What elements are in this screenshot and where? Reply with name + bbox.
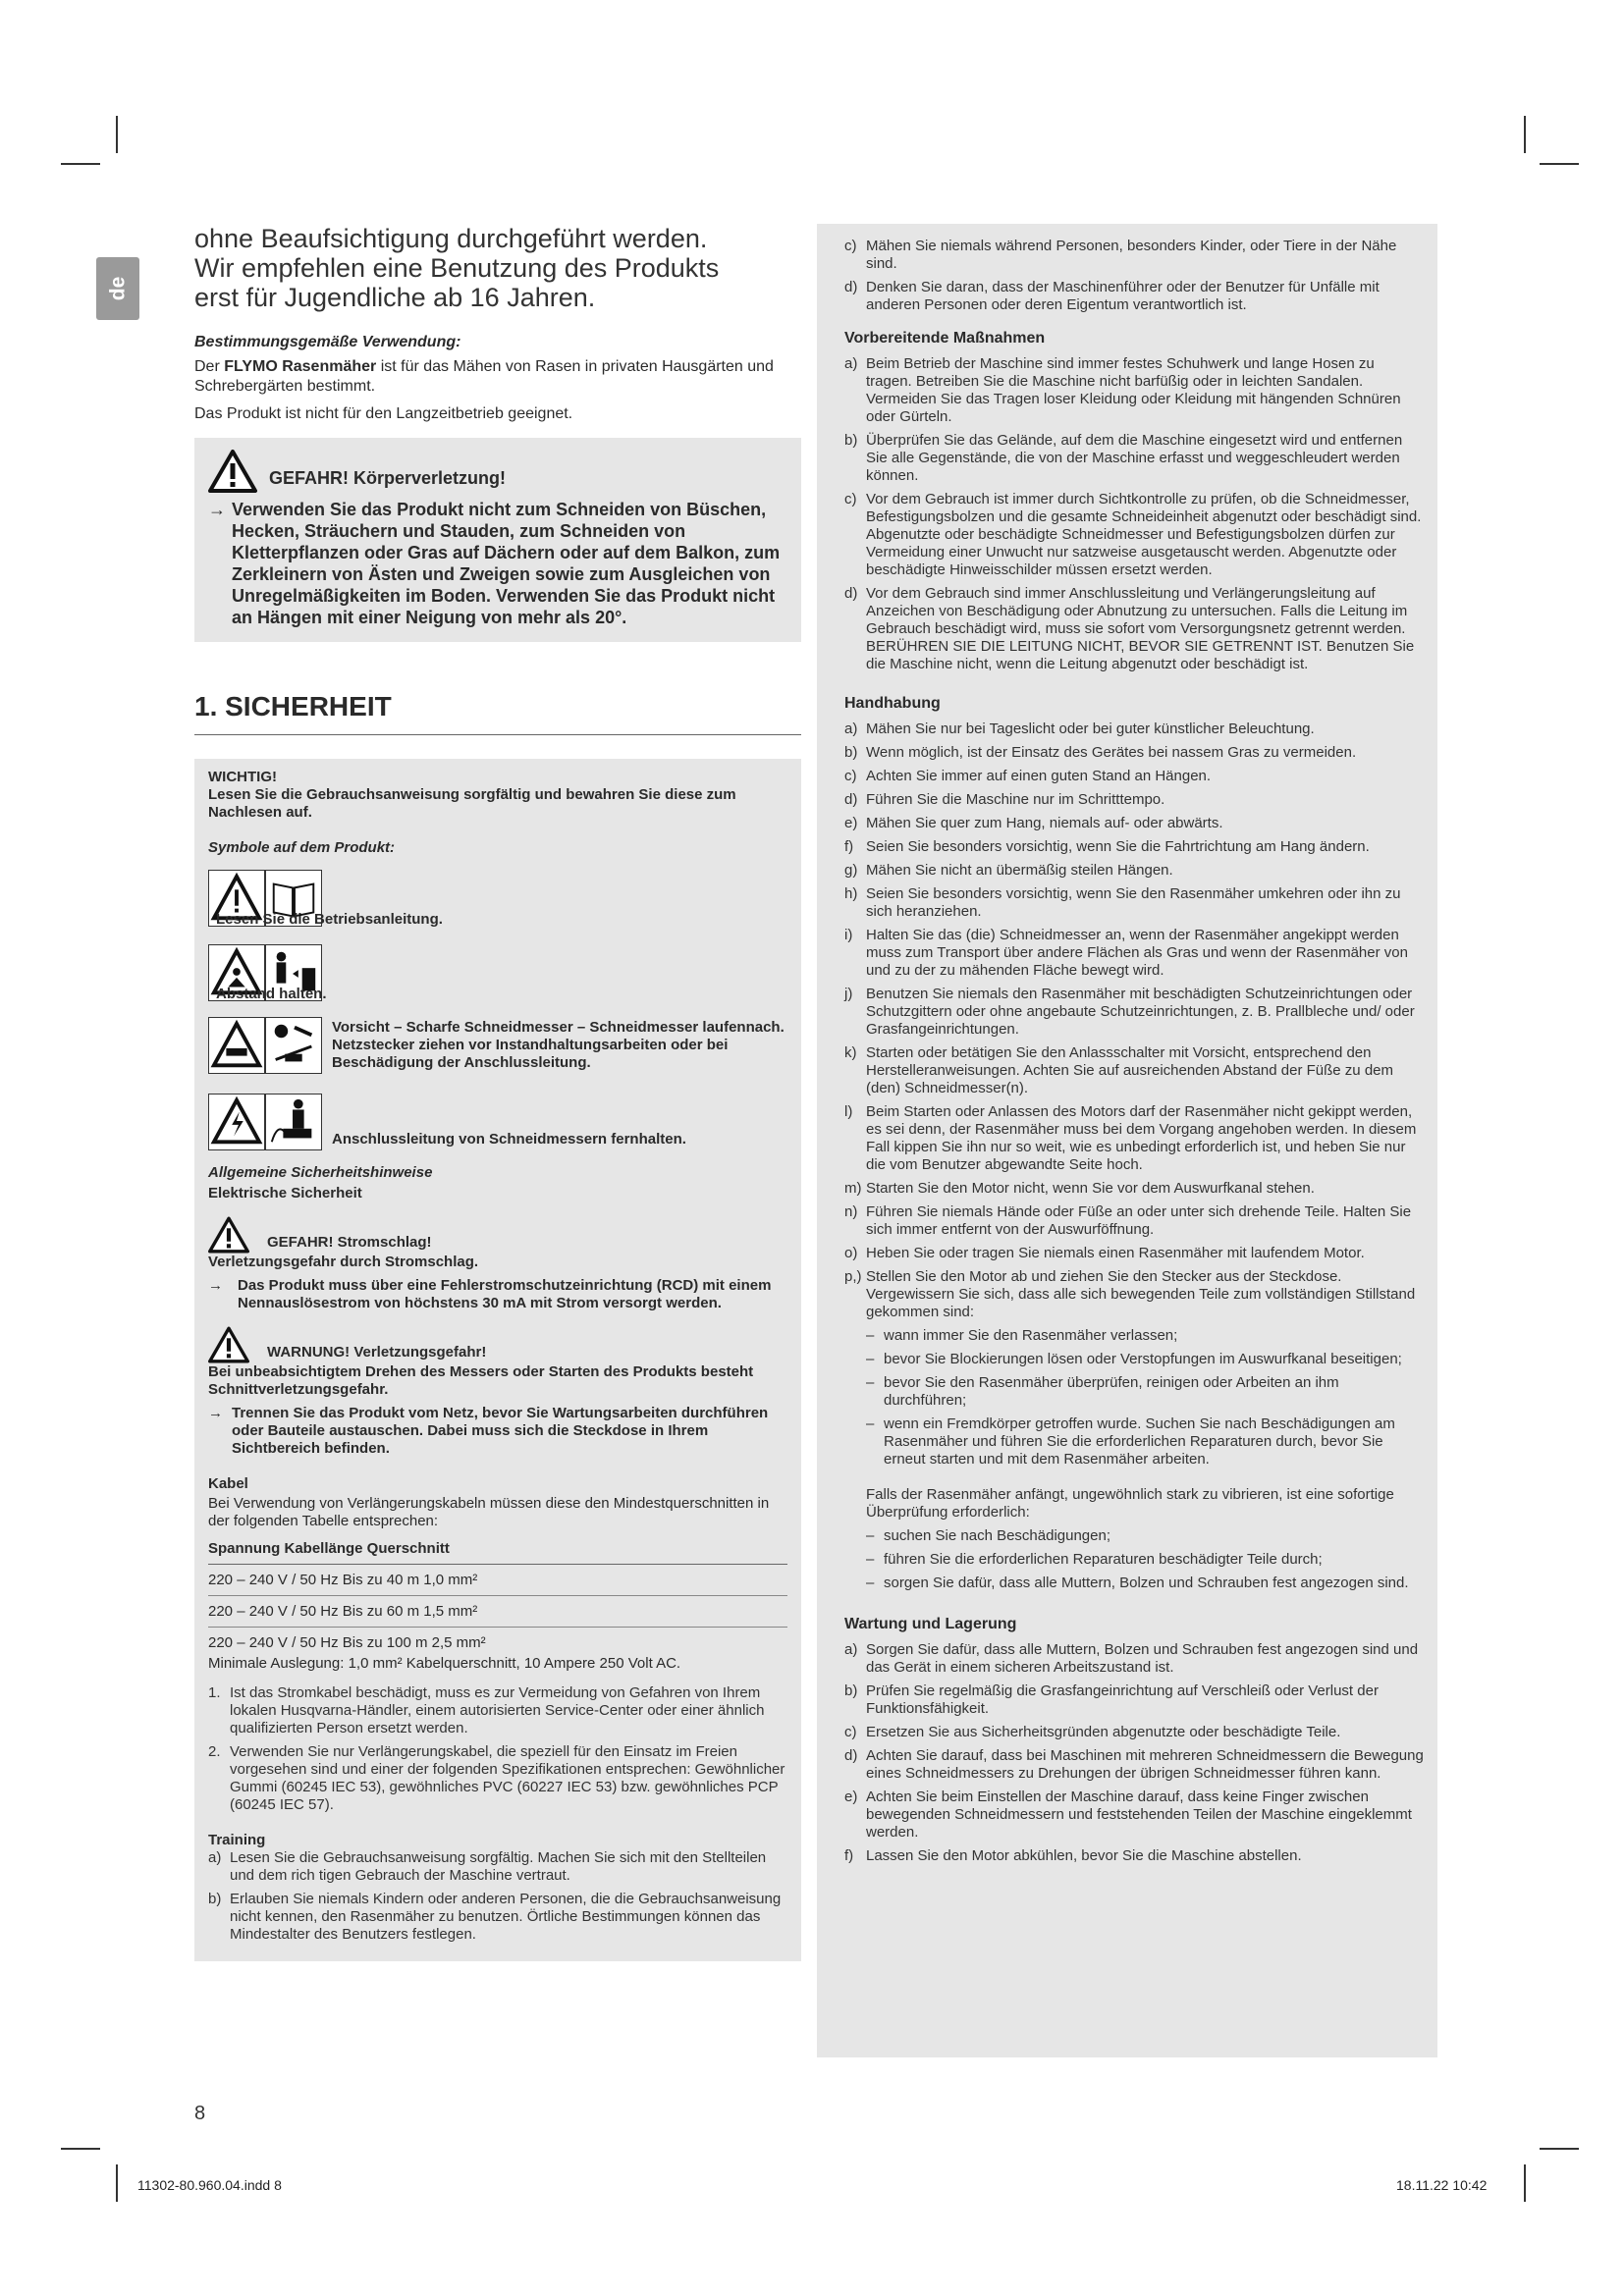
dash-marker: – [866, 1374, 875, 1391]
slug-date: 18.11.22 10:42 [1396, 2177, 1488, 2193]
cable-table [208, 1564, 787, 1653]
list-marker: k) [844, 1044, 857, 1061]
crop-mark [61, 163, 100, 165]
list-marker: l) [844, 1103, 853, 1120]
shock-sub: Verletzungsgefahr durch Stromschlag. [208, 1254, 479, 1270]
list-text: Ersetzen Sie aus Sicherheitsgründen abgenutzte oder beschädigte Teile. [866, 1724, 1341, 1740]
symbol-sharp-blades [208, 1015, 787, 1076]
list-text: Seien Sie besonders vorsichtig, wenn Sie den Rasenmäher umkehren oder ihn zu sich heranziehen. [866, 885, 1401, 920]
intro-line: erst für Jugendliche ab 16 Jahren. [194, 283, 596, 312]
language-tab [96, 257, 139, 320]
list-text: Stellen Sie den Motor ab und ziehen Sie den Stecker aus der Steckdose. Vergewissern Sie sich, dass alle sich bewegenden Teile zum vollständigen Stillstand gekommen sind: [866, 1268, 1416, 1320]
dash-item [866, 1551, 1424, 1569]
blade-unplug-icon [265, 1017, 322, 1074]
injury-text: Trennen Sie das Produkt vom Netz, bevor Sie Wartungsarbeiten durchführen oder Bauteile austauschen. Dabei muss sich die Steckdose in Ihrem Sichtbereich befinden. [232, 1405, 769, 1457]
crop-mark [1524, 2164, 1526, 2202]
training-list [208, 1849, 787, 1944]
list-text: Ist das Stromkabel beschädigt, muss es zur Vermeidung von Gefahren von Ihrem lokalen Husqvarna-Händler, einem autorisierten Service-Center oder einer ähnlich qualifizierten Person ersetzt werden. [230, 1684, 765, 1736]
list-text: Mähen Sie quer zum Hang, niemals auf- oder abwärts. [866, 815, 1223, 831]
list-text: Vor dem Gebrauch ist immer durch Sichtkontrolle zu prüfen, ob die Schneidmesser, Befestigungsbolzen und die gesamte Schneideinheit abgenutzt oder beschädigt sind. Abgenutzte oder beschädigte Schneidmesser und Befestigungsbolzen dürfen zur Vermeidung einer Unwucht nur satzweise ausgetauscht werden. Abgenutzte oder beschädigte Hinweisschilder müssen ersetzt werden. [866, 491, 1422, 578]
prep-list [844, 355, 1424, 673]
list-item [844, 744, 1424, 762]
intro-line: ohne Beaufsichtigung durchgeführt werden. [194, 224, 708, 253]
list-item [208, 1891, 787, 1944]
list-marker: b) [208, 1891, 222, 1907]
list-marker: b) [844, 1682, 858, 1699]
list-text: Beim Starten oder Anlassen des Motors darf der Rasenmäher nicht gekippt werden, es sei denn, der Rasenmäher muss bei dem Vorgang angehoben werden. In diesem Fall kippen Sie ihn nur so weit, wie es unbedingt erforderlich ist, und heben Sie nur die vom Benutzer abgewandte Seite hoch. [866, 1103, 1417, 1173]
list-marker: o) [844, 1245, 858, 1261]
list-marker: a) [844, 721, 858, 737]
dash-item [866, 1415, 1424, 1468]
longterm-note: Das Produkt ist nicht für den Langzeitbetrieb geeignet. [194, 405, 573, 422]
symbol-text: Abstand halten. [216, 986, 327, 1002]
list-marker: e) [844, 815, 858, 831]
list-item [844, 768, 1424, 785]
language-tab-label: de [105, 276, 129, 301]
list-text: Vor dem Gebrauch sind immer Anschlussleitung und Verlängerungsleitung auf Anzeichen von Beschädigung oder Abnutzung zu untersuchen. Falls die Leitung im Gebrauch beschädigt wird, muss sie sofort vom Versorgungsnetz getrennt werden. BERÜHREN SIE DIE LEITUNG NICHT, BEVOR SIE GETRENNT IST. Benutzen Sie die Maschine nicht, wenn die Leitung abgenutzt oder beschädigt ist. [866, 585, 1415, 672]
general-heading: Allgemeine Sicherheitshinweise [208, 1164, 433, 1181]
list-item [844, 986, 1424, 1039]
list-marker: e) [844, 1789, 858, 1805]
right-column [817, 224, 1437, 2057]
handling-p-dashes [844, 1327, 1424, 1468]
list-text: Erlauben Sie niemals Kindern oder anderen Personen, die die Gebrauchsanweisung nicht kennen, den Rasenmäher zu benutzen. Örtliche Bestimmungen können das Mindestalter des Benutzers festlegen. [230, 1891, 782, 1943]
list-item [844, 1724, 1424, 1741]
list-item [844, 279, 1424, 314]
injury-sub: Bei unbeabsichtigtem Drehen des Messers oder Starten des Produkts besteht Schnittverletzungsgefahr. [208, 1363, 754, 1398]
maint-list [844, 1641, 1424, 1865]
list-text: Führen Sie niemals Hände oder Füße an oder unter sich drehende Teile. Halten Sie sich immer entfernt von der Auswurföffnung. [866, 1203, 1412, 1238]
list-text: Wenn möglich, ist der Einsatz des Gerätes bei nassem Gras zu vermeiden. [866, 744, 1357, 761]
dash-item [866, 1575, 1424, 1592]
list-item [844, 885, 1424, 921]
list-marker: g) [844, 862, 858, 879]
list-text: Achten Sie darauf, dass bei Maschinen mit mehreren Schneidmessern die Bewegung eines Schneidmessers zu Drehungen der übrigen Schneidmesser führen kann. [866, 1747, 1424, 1782]
table-row: 220 – 240 V / 50 Hz Bis zu 60 m 1,5 mm² [208, 1596, 787, 1628]
dash-marker: – [866, 1351, 875, 1367]
list-text: Benutzen Sie niemals den Rasenmäher mit beschädigten Schutzeinrichtungen oder Schutzgittern oder ohne angebaute Schutzeinrichtungen, z. B. Prallbleche und/ oder Grasfangeinrichtungen. [866, 986, 1415, 1038]
brand-name: FLYMO Rasenmäher [224, 358, 377, 375]
table-row: 220 – 240 V / 50 Hz Bis zu 100 m 2,5 mm² [208, 1634, 486, 1651]
dash-marker: – [866, 1327, 875, 1344]
dash-item [866, 1527, 1424, 1545]
list-marker: c) [844, 768, 857, 784]
cable-table-header: Spannung Kabellänge Querschnitt [208, 1540, 450, 1557]
list-item [844, 1245, 1424, 1262]
list-text: Lassen Sie den Motor abkühlen, bevor Sie die Maschine abstellen. [866, 1847, 1302, 1864]
list-marker: c) [844, 238, 857, 254]
list-marker: m) [844, 1180, 862, 1197]
crop-mark [1540, 163, 1579, 165]
list-text: Achten Sie beim Einstellen der Maschine darauf, dass keine Finger zwischen bewegenden Schneidmessern und feststehenden Teilen der Maschine eingeklemmt werden. [866, 1789, 1412, 1841]
list-item [844, 1103, 1424, 1174]
left-column [194, 224, 801, 1961]
crop-mark [1540, 2148, 1579, 2150]
symbol-text: Lesen Sie die Betriebsanleitung. [216, 911, 443, 928]
list-item [844, 862, 1424, 880]
dash-text: suchen Sie nach Beschädigungen; [884, 1527, 1111, 1544]
list-text: Mähen Sie niemals während Personen, besonders Kinder, oder Tiere in der Nähe sind. [866, 238, 1397, 272]
dash-text: wann immer Sie den Rasenmäher verlassen; [884, 1327, 1178, 1344]
list-item [844, 815, 1424, 832]
symbol-read-manual [208, 866, 787, 927]
slug-filename: 11302-80.960.04.indd 8 [137, 2177, 282, 2193]
list-marker: 1. [208, 1684, 221, 1701]
dash-text: führen Sie die erforderlichen Reparaturen beschädigter Teile durch; [884, 1551, 1323, 1568]
safety-box [194, 759, 801, 1961]
list-text: Heben Sie oder tragen Sie niemals einen Rasenmäher mit laufendem Motor. [866, 1245, 1365, 1261]
list-text: Seien Sie besonders vorsichtig, wenn Sie die Fahrtrichtung am Hang ändern. [866, 838, 1370, 855]
cable-list [208, 1684, 787, 1814]
list-text: Lesen Sie die Gebrauchsanweisung sorgfältig. Machen Sie sich mit den Stellteilen und dem rich tigen Gebrauch der Maschine vertraut. [230, 1849, 767, 1884]
maint-heading: Wartung und Lagerung [844, 1616, 1017, 1632]
dash-marker: – [866, 1551, 875, 1568]
training-list-continued [844, 238, 1424, 314]
list-marker: f) [844, 838, 854, 855]
list-marker: n) [844, 1203, 858, 1220]
cable-min: Minimale Auslegung: 1,0 mm² Kabelquerschnitt, 10 Ampere 250 Volt AC. [208, 1655, 681, 1672]
list-text: Achten Sie immer auf einen guten Stand an Hängen. [866, 768, 1212, 784]
list-marker: 2. [208, 1743, 221, 1760]
cable-heading: Kabel [208, 1475, 248, 1492]
intended-use-paragraph [194, 357, 801, 397]
list-text: Mähen Sie nicht an übermäßig steilen Hängen. [866, 862, 1173, 879]
dash-text: wenn ein Fremdkörper getroffen wurde. Suchen Sie nach Beschädigungen am Rasenmäher und führen Sie die erforderlichen Reparaturen durch, bevor Sie erneut starten und mit dem Rasenmäher arbeiten. [884, 1415, 1395, 1468]
list-text: Mähen Sie nur bei Tageslicht oder bei guter künstlicher Beleuchtung. [866, 721, 1315, 737]
list-marker: b) [844, 432, 858, 449]
list-text: Beim Betrieb der Maschine sind immer festes Schuhwerk und lange Hosen zu tragen. Betreiben Sie die Maschine nicht barfüßig oder in leichten Sandalen. Vermeiden Sie das Tragen loser Kleidung oder Kleidung mit hängenden Schnüren oder Gürteln. [866, 355, 1401, 425]
intro-line: Wir empfehlen eine Benutzung des Produkts [194, 253, 720, 283]
electric-shock-icon [208, 1094, 265, 1150]
symbol-keep-distance [208, 940, 787, 1001]
handling-list [844, 721, 1424, 1321]
list-text: Starten Sie den Motor nicht, wenn Sie vor dem Auswurfkanal stehen. [866, 1180, 1315, 1197]
list-item [844, 355, 1424, 426]
list-text: Verwenden Sie nur Verlängerungskabel, die speziell für den Einsatz im Freien vorgesehen sind und einer der folgenden Spezifikationen entsprechen: Gewöhnlicher Gummi (60245 IEC 53), gewöhnliches PVC (60227 IEC 53) bzw. gewöhnliches PCP (60245 IEC 57). [230, 1743, 785, 1813]
list-marker: f) [844, 1847, 854, 1864]
list-marker: d) [844, 585, 858, 602]
intro-text [194, 224, 801, 312]
injury-title: WARNUNG! Verletzungsgefahr! [267, 1344, 487, 1361]
dash-item [866, 1327, 1424, 1345]
list-item [844, 791, 1424, 809]
list-item [844, 1789, 1424, 1842]
list-text: Prüfen Sie regelmäßig die Grasfangeinrichtung auf Verschleiß oder Verlust der Funktionsfähigkeit. [866, 1682, 1379, 1717]
important-label: WICHTIG! [208, 769, 277, 785]
warning-triangle-icon [208, 1326, 249, 1363]
warning-triangle-icon [208, 1216, 249, 1254]
list-item [844, 1641, 1424, 1677]
list-marker: j) [844, 986, 853, 1002]
list-text: Sorgen Sie dafür, dass alle Muttern, Bolzen und Schrauben fest angezogen sind und das Gerät in einem sicheren Arbeitszustand ist. [866, 1641, 1419, 1676]
list-item [844, 238, 1424, 273]
text: ist für das Mähen von Rasen in privaten Hausgärten und Schrebergärten bestimmt. [194, 358, 774, 395]
list-text: Starten oder betätigen Sie den Anlassschalter mit Vorsicht, entsprechend den Herstelleranweisungen. Achten Sie auf ausreichenden Abstand der Füße zu dem (den) Schneidmesser(n). [866, 1044, 1393, 1096]
crop-mark [61, 2148, 100, 2150]
list-text: Halten Sie das (die) Schneidmesser an, wenn der Rasenmäher angekippt werden muss zum Transport über andere Flächen als Gras und wenn der Rasenmäher von und zu der zu mähenden Fläche bewegt wird. [866, 927, 1408, 979]
list-item [208, 1849, 787, 1885]
danger-text: Verwenden Sie das Produkt nicht zum Schneiden von Büschen, Hecken, Sträuchern und Stauden, zum Schneiden von Kletterpflanzen oder Gras auf Dächern oder auf dem Balkon, zum Zerkleinern von Ästen und Zweigen sowie zum Ausgleichen von Unregelmäßigkeiten im Boden. Verwenden Sie das Produkt nicht an Hängen mit einer Neigung von mehr als 20°. [232, 500, 781, 627]
intended-use-heading: Bestimmungsgemäße Verwendung: [194, 334, 461, 350]
dash-marker: – [866, 1575, 875, 1591]
arrow-icon: → [208, 1405, 223, 1421]
symbols-heading: Symbole auf dem Produkt: [208, 839, 396, 856]
list-marker: c) [844, 491, 857, 507]
crop-mark [1524, 116, 1526, 153]
vibrate-text: Falls der Rasenmäher anfängt, ungewöhnlich stark zu vibrieren, ist eine sofortige Überprüfung erforderlich: [866, 1486, 1394, 1521]
list-marker: b) [844, 744, 858, 761]
dash-marker: – [866, 1527, 875, 1544]
list-item [844, 432, 1424, 485]
table-row: 220 – 240 V / 50 Hz Bis zu 40 m 1,0 mm² [208, 1565, 787, 1596]
warning-symbol-icon [208, 1017, 265, 1074]
list-item [844, 1747, 1424, 1783]
danger-title: GEFAHR! Körperverletzung! [269, 467, 507, 488]
list-item [208, 1684, 787, 1737]
list-marker: d) [844, 279, 858, 295]
dash-text: bevor Sie den Rasenmäher überprüfen, reinigen oder Arbeiten an ihm durchführen; [884, 1374, 1339, 1409]
list-text: Denken Sie daran, dass der Maschinenführer oder der Benutzer für Unfälle mit anderen Personen oder deren Eigentum verantwortlich ist. [866, 279, 1380, 313]
list-text: Überprüfen Sie das Gelände, auf dem die Maschine eingesetzt wird und entfernen Sie alle Gegenstände, die von der Maschine erfasst und weggeschleudert werden können. [866, 432, 1403, 484]
electrical-heading: Elektrische Sicherheit [208, 1185, 362, 1201]
dash-marker: – [866, 1415, 875, 1432]
list-item [844, 1268, 1424, 1321]
list-item [208, 1743, 787, 1814]
list-item [844, 1847, 1424, 1865]
list-marker: i) [844, 927, 853, 943]
handling-heading: Handhabung [844, 695, 941, 712]
warning-triangle-icon [208, 450, 257, 493]
crop-mark [116, 2164, 118, 2202]
danger-box [194, 438, 801, 642]
list-marker: d) [844, 791, 858, 808]
list-marker: c) [844, 1724, 857, 1740]
section-title: 1. SICHERHEIT [194, 691, 801, 735]
list-item [844, 1044, 1424, 1097]
list-item [844, 927, 1424, 980]
list-marker: a) [208, 1849, 222, 1866]
dash-text: bevor Sie Blockierungen lösen oder Verstopfungen im Auswurfkanal beseitigen; [884, 1351, 1402, 1367]
dash-text: sorgen Sie dafür, dass alle Muttern, Bolzen und Schrauben fest angezogen sind. [884, 1575, 1409, 1591]
text: Der [194, 358, 225, 375]
list-marker: d) [844, 1747, 858, 1764]
list-marker: p,) [844, 1268, 862, 1285]
list-item [844, 1203, 1424, 1239]
important-text: Lesen Sie die Gebrauchsanweisung sorgfältig und bewahren Sie diese zum Nachlesen auf. [208, 786, 736, 821]
cable-mower-icon [265, 1094, 322, 1150]
prep-heading: Vorbereitende Maßnahmen [844, 330, 1046, 347]
page-number: 8 [194, 2103, 206, 2124]
arrow-icon: → [208, 500, 226, 519]
list-item [844, 491, 1424, 579]
symbol-cable-away [208, 1090, 787, 1150]
vibrate-dashes [844, 1527, 1424, 1592]
list-marker: h) [844, 885, 858, 902]
dash-item [866, 1351, 1424, 1368]
crop-mark [116, 116, 118, 153]
list-marker: a) [844, 1641, 858, 1658]
shock-title: GEFAHR! Stromschlag! [267, 1234, 432, 1251]
symbol-text: Vorsicht – Scharfe Schneidmesser – Schneidmesser laufennach. Netzstecker ziehen vor Instandhaltungsarbeiten oder bei Beschädigung der Anschlussleitung. [332, 1019, 785, 1071]
training-heading: Training [208, 1832, 266, 1848]
symbol-text: Anschlussleitung von Schneidmessern fernhalten. [332, 1131, 686, 1148]
list-item [844, 1180, 1424, 1198]
list-text: Führen Sie die Maschine nur im Schritttempo. [866, 791, 1165, 808]
shock-text: Das Produkt muss über eine Fehlerstromschutzeinrichtung (RCD) mit einem Nennauslösestrom von höchstens 30 mA mit Strom versorgt werden. [238, 1277, 772, 1311]
list-item [844, 838, 1424, 856]
list-marker: a) [844, 355, 858, 372]
dash-item [866, 1374, 1424, 1410]
cable-intro: Bei Verwendung von Verlängerungskabeln müssen diese den Mindestquerschnitten in der folgenden Tabelle entsprechen: [208, 1495, 770, 1529]
list-item [844, 1682, 1424, 1718]
list-item [844, 721, 1424, 738]
list-item [844, 585, 1424, 673]
arrow-icon: → [208, 1277, 223, 1294]
